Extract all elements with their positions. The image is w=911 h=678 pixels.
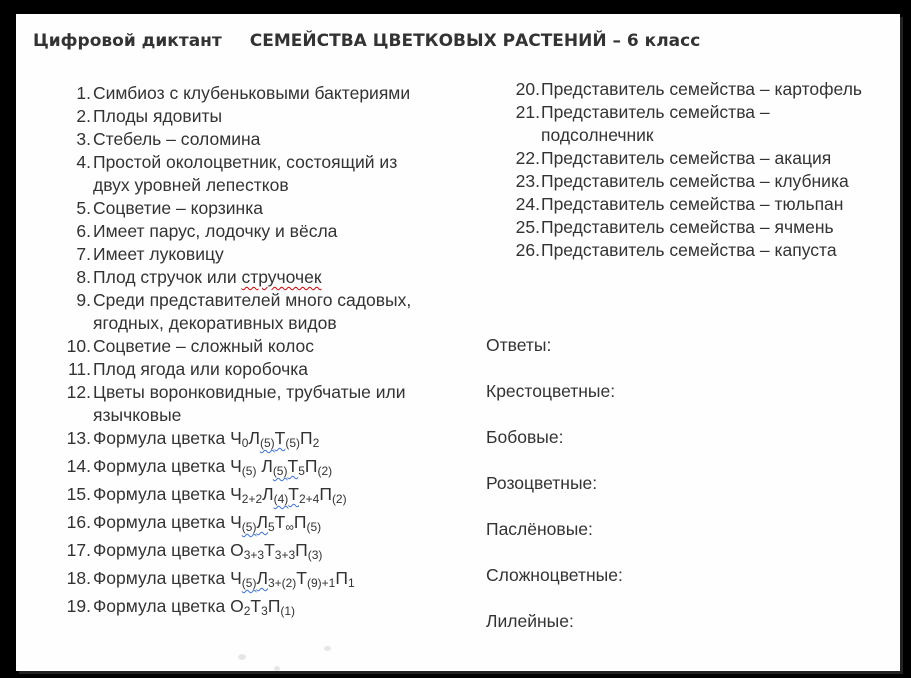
formula-symbol: Л <box>256 568 268 588</box>
item-text: Имеет парус, лодочку и вёсла <box>93 221 338 241</box>
formula-index: 3+3 <box>274 548 296 562</box>
item-number: 24. <box>515 194 540 214</box>
formula-symbol: Т <box>264 540 275 560</box>
page-title: СЕМЕЙСТВА ЦВЕТКОВЫХ РАСТЕНИЙ – 6 класс <box>249 31 701 51</box>
formula-label: Формула цветка <box>93 596 226 616</box>
item-text <box>93 427 423 455</box>
formula-symbol: О <box>230 596 244 616</box>
item-text: Стебель – соломина <box>93 129 261 149</box>
page-header <box>33 31 700 51</box>
item-text: Симбиоз с клубеньковыми бактериями <box>93 83 411 103</box>
formula-index: (5) <box>306 520 322 534</box>
list-item <box>504 216 899 239</box>
formula-item <box>57 567 477 595</box>
worksheet-page <box>16 14 900 671</box>
answer-label: Крестоцветные: <box>486 381 616 401</box>
item-text <box>93 539 423 567</box>
formula-symbol: П <box>293 512 307 532</box>
formula-symbol: Т <box>274 512 286 532</box>
item-number: 26. <box>515 240 540 260</box>
item-text: Среди представителей много садовых, ягодных, декоративных видов <box>93 290 412 333</box>
formula-index: (2) <box>317 464 333 478</box>
item-text <box>93 567 423 595</box>
item-text: Имеет луковицу <box>93 244 224 264</box>
item-number: 22. <box>515 148 540 168</box>
item-number: 12. <box>66 382 91 402</box>
flower-formula <box>230 484 347 504</box>
paper-smudge <box>324 646 331 651</box>
item-number: 23. <box>515 171 540 191</box>
formula-index: 3+3 <box>243 548 265 562</box>
formula-index: (5) <box>272 464 288 478</box>
item-text: Представитель семейства – ячмень <box>541 217 834 237</box>
item-number: 11. <box>67 359 91 379</box>
formula-index: 3 <box>261 604 268 618</box>
item-text: Соцветие – корзинка <box>93 198 263 218</box>
formula-symbol: Т <box>250 596 262 616</box>
formula-index: (1) <box>280 604 296 618</box>
item-number: 21. <box>515 102 540 122</box>
list-item <box>57 128 477 151</box>
list-item <box>504 101 899 147</box>
item-number: 17. <box>66 540 91 560</box>
item-text: Плод ягода или коробочка <box>93 359 308 379</box>
formula-symbol: Т <box>274 428 286 448</box>
list-item <box>504 170 899 193</box>
formula-symbol: Ч <box>230 484 242 504</box>
formula-symbol: Л <box>262 484 274 504</box>
formula-index: ∞ <box>285 520 294 534</box>
item-text <box>93 595 423 623</box>
formula-symbol: О <box>230 540 244 560</box>
formula-item <box>57 595 477 623</box>
item-number: 5. <box>76 198 91 218</box>
list-item <box>504 193 899 216</box>
item-text: Соцветие – сложный колос <box>93 336 314 356</box>
item-number: 8. <box>76 267 91 287</box>
formula-label: Формула цветка <box>93 484 226 504</box>
list-item <box>57 220 477 243</box>
formula-symbol: Ч <box>230 568 242 588</box>
formula-item <box>57 483 477 511</box>
formula-symbol: Л <box>248 428 260 448</box>
list-item <box>57 358 477 381</box>
item-text <box>93 483 423 511</box>
item-number: 16. <box>66 512 91 532</box>
list-item <box>504 78 899 101</box>
formula-index: (2) <box>331 492 347 506</box>
answer-label: Сложноцветные: <box>486 565 623 585</box>
item-text <box>93 266 423 289</box>
formula-index: (5) <box>285 436 300 450</box>
item-text: Представитель семейства – капуста <box>541 240 837 260</box>
formula-index: 0 <box>241 436 249 450</box>
list-item <box>57 266 477 289</box>
item-number: 14. <box>66 456 91 476</box>
item-text: Цветы воронковидные, трубчатые или язычковые <box>93 382 406 425</box>
item-number: 19. <box>66 596 91 616</box>
list-item <box>57 82 477 105</box>
formula-label: Формула цветка <box>93 540 226 560</box>
list-item <box>57 197 477 220</box>
formula-label: Формула цветка <box>93 568 226 588</box>
item-number: 2. <box>76 106 91 126</box>
item-number: 20. <box>515 79 540 99</box>
item-text: Представитель семейства – акация <box>541 148 832 168</box>
formula-symbol: Ч <box>230 512 242 532</box>
item-number: 4. <box>76 152 91 172</box>
item-number: 18. <box>66 568 91 588</box>
item-number: 13. <box>66 428 91 448</box>
item-text <box>93 455 423 483</box>
formula-symbol: П <box>335 568 348 588</box>
formula-symbol: П <box>295 540 308 560</box>
list-item <box>57 381 477 427</box>
flower-formula <box>230 596 295 616</box>
item-number: 7. <box>76 244 91 264</box>
list-item <box>57 151 477 197</box>
item-text: Простой околоцветник, состоящий из двух уровней лепестков <box>93 152 398 195</box>
formula-index: 2 <box>312 436 320 450</box>
paper-smudge <box>274 666 280 671</box>
paper-smudge <box>238 654 246 660</box>
formula-index: (9)+1 <box>307 576 336 590</box>
formula-label: Формула цветка <box>93 456 226 476</box>
item-number: 3. <box>76 129 91 149</box>
flower-formula <box>230 428 319 448</box>
item-number: 1. <box>76 83 91 103</box>
formula-item <box>57 455 477 483</box>
flower-formula <box>230 568 355 588</box>
formula-index: 2+4 <box>299 492 320 506</box>
item-number: 25. <box>515 217 540 237</box>
answer-label: Лилейные: <box>486 611 574 631</box>
formula-symbol: Ч <box>230 428 242 448</box>
formula-symbol: Л <box>256 456 273 476</box>
formula-symbol: П <box>304 456 318 476</box>
header-label: Цифровой диктант <box>33 31 222 51</box>
formula-symbol: П <box>300 428 313 448</box>
list-item <box>57 335 477 358</box>
formula-index: 5 <box>267 520 275 534</box>
list-item <box>504 147 899 170</box>
formula-index: (5) <box>241 464 257 478</box>
formula-item <box>57 427 477 455</box>
item-text: Представитель семейства – картофель <box>541 79 863 99</box>
formula-index: 2+2 <box>241 492 263 506</box>
spellcheck-word: стручочек <box>241 267 322 287</box>
formula-symbol: Т <box>296 568 307 588</box>
list-item <box>57 105 477 128</box>
formula-index: 5 <box>298 464 305 478</box>
questions-list-right <box>504 78 899 262</box>
formula-label: Формула цветка <box>93 428 226 448</box>
formula-symbol: Ч <box>230 456 242 476</box>
formula-symbol: П <box>267 596 281 616</box>
formula-symbol: П <box>319 484 332 504</box>
item-number: 15. <box>66 484 91 504</box>
item-number: 10. <box>66 336 91 356</box>
formula-index: (5) <box>259 436 275 450</box>
answers-section <box>486 332 623 654</box>
formula-item <box>57 511 477 539</box>
answer-label: Бобовые: <box>486 427 564 447</box>
item-text: Плоды ядовиты <box>93 106 223 126</box>
formula-symbol: Л <box>256 512 268 532</box>
formula-symbol: Т <box>287 456 299 476</box>
item-text <box>93 511 423 539</box>
flower-formula <box>230 540 322 560</box>
answer-label: Паслёновые: <box>486 519 593 539</box>
item-text: Представитель семейства – тюльпан <box>541 194 844 214</box>
formula-symbol: Т <box>288 484 299 504</box>
answer-label: Розоцветные: <box>486 473 598 493</box>
formula-item <box>57 539 477 567</box>
formula-index: 1 <box>347 576 355 590</box>
flower-formula <box>230 512 321 532</box>
flower-formula <box>230 456 332 476</box>
item-text: Представитель семейства – подсолнечник <box>541 102 770 145</box>
list-item <box>57 243 477 266</box>
formula-index: 2 <box>243 604 251 618</box>
item-text-part: Плод стручок или <box>93 267 242 287</box>
formula-index: 3+(2) <box>267 576 297 590</box>
formula-index: (4) <box>273 492 289 506</box>
formula-index: (3) <box>307 548 323 562</box>
item-number: 9. <box>76 290 91 310</box>
formula-index: (5) <box>241 520 257 534</box>
list-item <box>504 239 899 262</box>
list-item <box>57 289 477 335</box>
formula-index: (5) <box>241 576 257 590</box>
questions-list-left <box>57 82 477 623</box>
item-text: Представитель семейства – клубника <box>541 171 849 191</box>
item-number: 6. <box>76 221 91 241</box>
formula-label: Формула цветка <box>93 512 226 532</box>
answers-heading: Ответы: <box>486 335 552 355</box>
